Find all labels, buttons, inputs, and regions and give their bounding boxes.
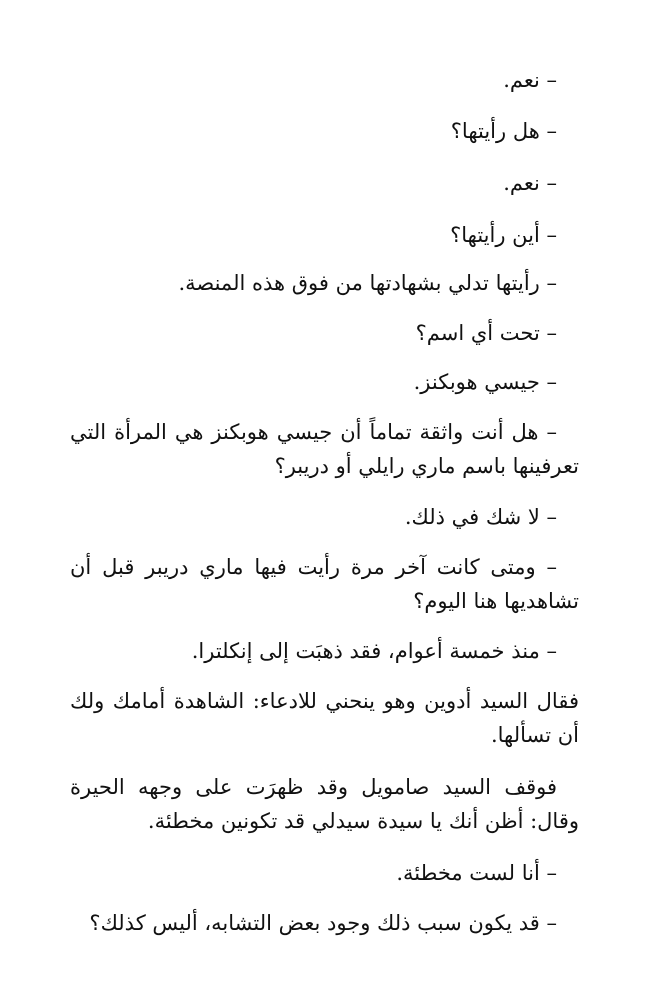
narration-2: فوقف السيد صامويل وقد ظهرَت على وجهه الحيرة وقال: أظن أنك يا سيدة سيدلي قد تكونين مخطئة. (70, 775, 579, 833)
dialogue-line-8: – هل أنت واثقة تماماً أن جيسي هوبكنز هي المرأة التي تعرفينها باسم ماري رايلي أو دريبر؟ (70, 420, 579, 478)
dialogue-line-12: – أنا لست مخطئة. (396, 861, 557, 885)
dialogue-line-3: – نعم. (503, 171, 557, 195)
dialogue-line-5: – رأيتها تدلي بشهادتها من فوق هذه المنصة. (178, 271, 557, 295)
dialogue-line-7: – جيسي هوبكنز. (413, 370, 557, 394)
dialogue-line-1: – نعم. (503, 68, 557, 92)
dialogue-line-9: – لا شك في ذلك. (404, 505, 557, 529)
narration-1: فقال السيد أدوين وهو ينحني للادعاء: الشاهدة أمامك ولك أن تسألها. (70, 689, 579, 747)
dialogue-line-4: – أين رأيتها؟ (450, 223, 557, 247)
dialogue-line-13: – قد يكون سبب ذلك وجود بعض التشابه، أليس كذلك؟ (89, 911, 557, 935)
dialogue-line-11: – منذ خمسة أعوام، فقد ذهبَت إلى إنكلترا. (191, 639, 557, 663)
dialogue-line-2: – هل رأيتها؟ (450, 119, 557, 143)
dialogue-line-6: – تحت أي اسم؟ (415, 321, 557, 345)
dialogue-line-10: – ومتى كانت آخر مرة رأيت فيها ماري دريبر قبل أن تشاهديها هنا اليوم؟ (70, 555, 579, 613)
